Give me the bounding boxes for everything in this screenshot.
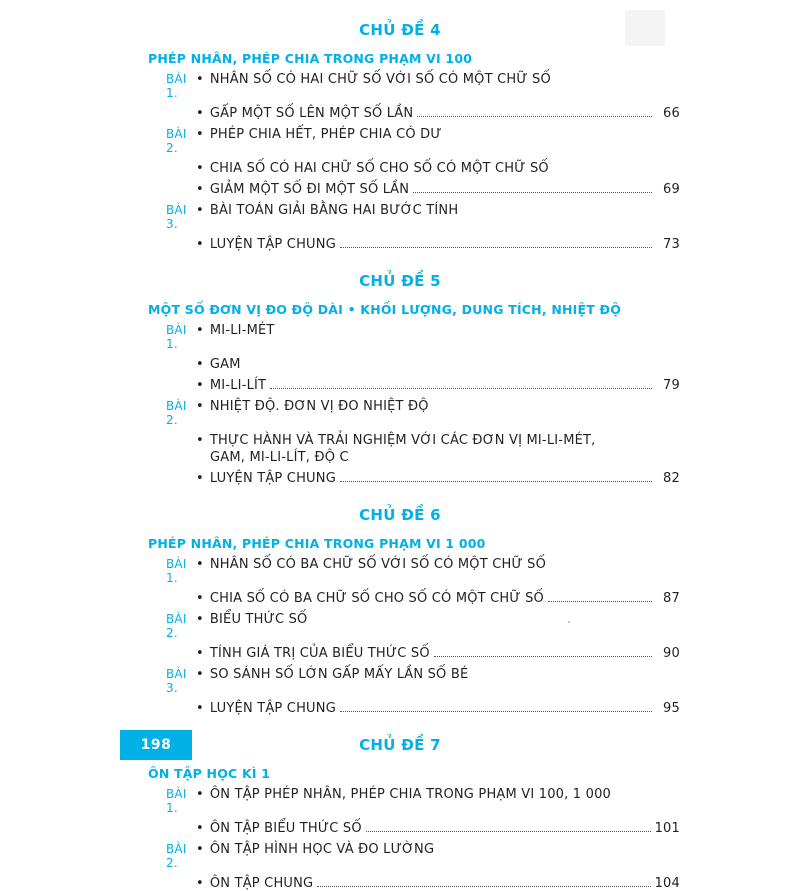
toc-entry[interactable] xyxy=(196,161,680,176)
bullet-icon: • xyxy=(196,471,204,486)
leader-dots xyxy=(317,886,650,887)
bullet-icon: • xyxy=(196,127,204,142)
lesson-label: BÀI 1. xyxy=(166,323,187,351)
lesson-label: BÀI 3. xyxy=(166,203,187,231)
topic-heading: CHỦ ĐỀ 5 xyxy=(359,272,441,290)
toc-entry[interactable] xyxy=(196,399,680,414)
toc-entry-title: NHIỆT ĐỘ. ĐƠN VỊ ĐO NHIỆT ĐỘ xyxy=(209,399,429,414)
toc-entry[interactable] xyxy=(196,787,680,802)
bullet-icon: • xyxy=(196,237,204,252)
toc-entry-title: MI-LI-LÍT xyxy=(209,378,267,393)
toc-page-number: 104 xyxy=(654,876,680,891)
toc-entry-title: SO SÁNH SỐ LỚN GẤP MẤY LẦN SỐ BÉ xyxy=(209,667,469,682)
toc-row[interactable] xyxy=(120,127,680,155)
toc-row[interactable] xyxy=(120,471,680,486)
toc-entry-title: THỰC HÀNH VÀ TRẢI NGHIỆM VỚI CÁC ĐƠN VỊ MI-LI-MÉT, xyxy=(209,433,596,448)
unit-heading: ÔN TẬP HỌC KÌ 1 xyxy=(148,766,271,781)
toc-page-number: 101 xyxy=(654,821,680,836)
toc-entry-title: ÔN TẬP BIỂU THỨC SỐ xyxy=(209,821,362,836)
toc-page-number: 69 xyxy=(663,182,680,197)
scan-artifact-text-1 xyxy=(700,18,705,32)
toc-entry[interactable] xyxy=(196,821,680,836)
toc-entry-title: LUYỆN TẬP CHUNG xyxy=(209,237,336,252)
lesson-label: BÀI 2. xyxy=(166,842,187,870)
bullet-icon: • xyxy=(196,433,204,448)
bullet-icon: • xyxy=(196,72,204,87)
toc-page-number: 95 xyxy=(663,701,680,716)
leader-dots xyxy=(270,388,652,389)
toc-entry[interactable] xyxy=(196,237,680,252)
toc-page-number: 73 xyxy=(663,237,680,252)
bullet-icon: • xyxy=(196,182,204,197)
toc-entry[interactable] xyxy=(196,701,680,716)
toc-entry-title-continued: GAM, MI-LI-LÍT, ĐỘ C xyxy=(210,450,349,465)
toc-entry-title: MI-LI-MÉT xyxy=(209,323,275,338)
toc-entry[interactable] xyxy=(196,557,680,572)
table-of-contents xyxy=(120,0,680,891)
toc-entry-title: ÔN TẬP HÌNH HỌC VÀ ĐO LƯỜNG xyxy=(209,842,435,857)
toc-entry[interactable] xyxy=(196,72,680,87)
bullet-icon: • xyxy=(196,667,204,682)
toc-page-number: 90 xyxy=(663,646,680,661)
toc-page-number: 66 xyxy=(663,106,680,121)
toc-page-number: 87 xyxy=(663,591,680,606)
leader-dots xyxy=(413,192,652,193)
toc-row[interactable] xyxy=(120,842,680,870)
toc-row[interactable] xyxy=(120,72,680,100)
toc-entry-title: NHÂN SỐ CÓ BA CHỮ SỐ VỚI SỐ CÓ MỘT CHỮ SỐ xyxy=(209,557,547,572)
unit-heading: PHÉP NHÂN, PHÉP CHIA TRONG PHẠM VI 1 000 xyxy=(148,536,486,551)
toc-entry[interactable] xyxy=(196,471,680,486)
bullet-icon: • xyxy=(196,378,204,393)
toc-entry-title: CHIA SỐ CÓ BA CHỮ SỐ CHO SỐ CÓ MỘT CHỮ SỐ xyxy=(209,591,544,606)
toc-row[interactable] xyxy=(120,876,680,891)
bullet-icon: • xyxy=(196,203,204,218)
lesson-label: BÀI 2. xyxy=(166,612,187,640)
toc-row[interactable] xyxy=(120,821,680,836)
unit-heading: MỘT SỐ ĐƠN VỊ ĐO ĐỘ DÀI • KHỐI LƯỢNG, DUNG TÍCH, NHIỆT ĐỘ xyxy=(148,302,622,317)
topic-heading: CHỦ ĐỀ 6 xyxy=(359,506,441,524)
toc-entry[interactable] xyxy=(196,591,680,606)
toc-entry-title: GẤP MỘT SỐ LÊN MỘT SỐ LẦN xyxy=(209,106,414,121)
toc-row[interactable] xyxy=(120,106,680,121)
lesson-label: BÀI 1. xyxy=(166,787,187,815)
toc-entry-title: LUYỆN TẬP CHUNG xyxy=(209,701,336,716)
page-spine xyxy=(0,0,14,790)
toc-row[interactable] xyxy=(120,646,680,661)
toc-row[interactable] xyxy=(120,399,680,427)
bullet-icon: • xyxy=(196,701,204,716)
lesson-label: BÀI 1. xyxy=(166,72,187,100)
toc-entry-title: BIỂU THỨC SỐ xyxy=(209,612,308,627)
leader-dots xyxy=(340,247,652,248)
toc-row[interactable] xyxy=(120,787,680,815)
toc-entry[interactable] xyxy=(196,433,680,448)
leader-dots xyxy=(340,711,652,712)
bullet-icon: • xyxy=(196,557,204,572)
bullet-icon: • xyxy=(196,357,204,372)
bullet-icon: • xyxy=(196,821,204,836)
toc-row[interactable] xyxy=(120,323,680,351)
toc-entry-title: PHÉP CHIA HẾT, PHÉP CHIA CÓ DƯ xyxy=(209,127,442,142)
toc-entry[interactable] xyxy=(196,876,680,891)
toc-row[interactable] xyxy=(120,591,680,606)
topic-heading: CHỦ ĐỀ 4 xyxy=(359,21,441,39)
toc-entry-title: ÔN TẬP PHÉP NHÂN, PHÉP CHIA TRONG PHẠM VI 100, 1 000 xyxy=(209,787,612,802)
toc-row[interactable] xyxy=(120,433,680,448)
toc-entry[interactable] xyxy=(196,106,680,121)
bullet-icon: • xyxy=(196,399,204,414)
toc-entry-title: NHÂN SỐ CÓ HAI CHỮ SỐ VỚI SỐ CÓ MỘT CHỮ SỐ xyxy=(209,72,551,87)
toc-page-number: 79 xyxy=(663,378,680,393)
toc-entry[interactable] xyxy=(196,612,680,627)
unit-heading: PHÉP NHÂN, PHÉP CHIA TRONG PHẠM VI 100 xyxy=(148,51,473,66)
toc-entry-title: CHIA SỐ CÓ HAI CHỮ SỐ CHO SỐ CÓ MỘT CHỮ SỐ xyxy=(209,161,549,176)
toc-entry-title: LUYỆN TẬP CHUNG xyxy=(209,471,336,486)
toc-row[interactable] xyxy=(120,357,680,372)
bullet-icon: • xyxy=(196,591,204,606)
toc-entry[interactable] xyxy=(196,357,680,372)
toc-entry[interactable] xyxy=(196,646,680,661)
scan-artifact-text-3 xyxy=(694,366,699,380)
scan-artifact-text-2 xyxy=(690,120,695,134)
bullet-icon: • xyxy=(196,876,204,891)
bullet-icon: • xyxy=(196,842,204,857)
lesson-label: BÀI 2. xyxy=(166,127,187,155)
toc-row[interactable] xyxy=(120,203,680,231)
toc-row[interactable] xyxy=(120,378,680,393)
bullet-icon: • xyxy=(196,646,204,661)
toc-row[interactable] xyxy=(120,667,680,695)
lesson-label: BÀI 1. xyxy=(166,557,187,585)
leader-dots xyxy=(366,831,651,832)
bullet-icon: • xyxy=(196,161,204,176)
toc-entry-title: GAM xyxy=(209,357,241,372)
toc-row[interactable] xyxy=(120,612,680,640)
leader-dots xyxy=(417,116,652,117)
bullet-icon: • xyxy=(196,612,204,627)
bullet-icon: • xyxy=(196,787,204,802)
toc-entry[interactable] xyxy=(196,127,680,142)
page-folio: 198 xyxy=(120,730,192,760)
toc-entry[interactable] xyxy=(196,323,680,338)
toc-row[interactable] xyxy=(120,701,680,716)
toc-entry[interactable] xyxy=(196,842,680,857)
lesson-label: BÀI 2. xyxy=(166,399,187,427)
toc-entry-title: TÍNH GIÁ TRỊ CỦA BIỂU THỨC SỐ xyxy=(209,646,430,661)
leader-dots xyxy=(340,481,652,482)
leader-dots xyxy=(434,656,652,657)
bullet-icon: • xyxy=(196,323,204,338)
toc-entry[interactable] xyxy=(196,667,680,682)
bullet-icon: • xyxy=(196,106,204,121)
toc-entry[interactable] xyxy=(196,203,680,218)
toc-entry-title: BÀI TOÁN GIẢI BẰNG HAI BƯỚC TÍNH xyxy=(209,203,459,218)
toc-entry[interactable] xyxy=(196,182,680,197)
toc-row[interactable] xyxy=(120,182,680,197)
toc-row[interactable] xyxy=(120,557,680,585)
toc-entry[interactable] xyxy=(196,378,680,393)
leader-dots xyxy=(548,601,652,602)
toc-entry-title: GIẢM MỘT SỐ ĐI MỘT SỐ LẦN xyxy=(209,182,410,197)
toc-entry-title: ÔN TẬP CHUNG xyxy=(209,876,314,891)
topic-heading: CHỦ ĐỀ 7 xyxy=(359,736,441,754)
toc-page-number: 82 xyxy=(663,471,680,486)
toc-row[interactable] xyxy=(120,161,680,176)
lesson-label: BÀI 3. xyxy=(166,667,187,695)
toc-row[interactable] xyxy=(120,237,680,252)
